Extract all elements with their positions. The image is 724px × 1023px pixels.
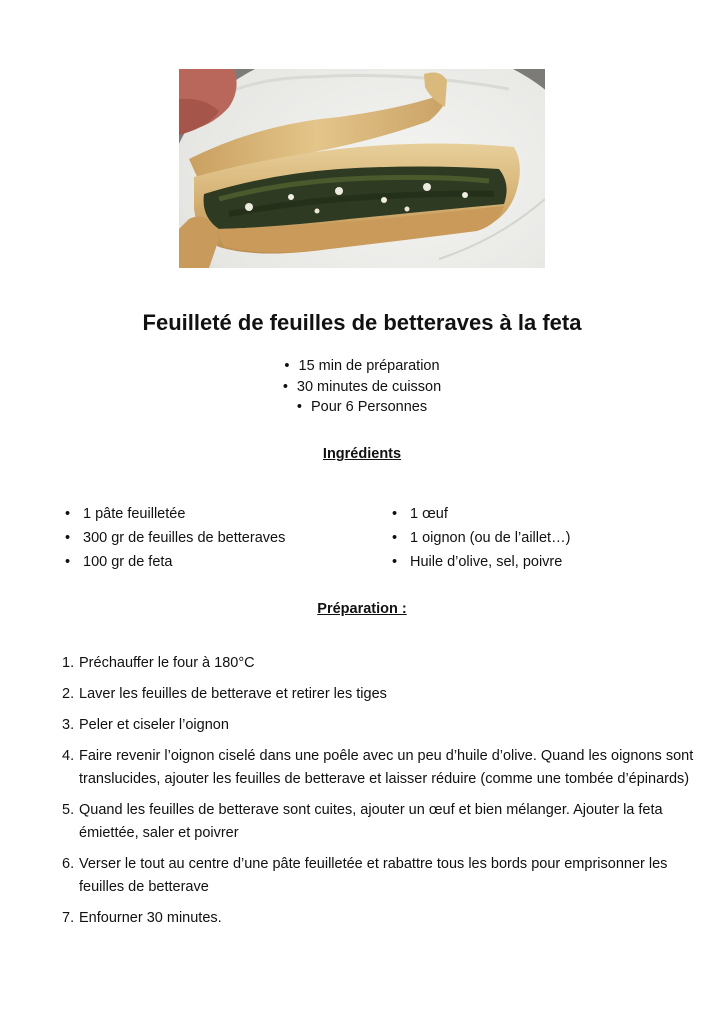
meta-servings: • Pour 6 Personnes bbox=[296, 399, 428, 415]
preparation-heading: Préparation : bbox=[317, 601, 407, 617]
ingredient-item: • 100 gr de feta bbox=[63, 550, 285, 574]
step-item: 1. Préchauffer le four à 180°C bbox=[62, 655, 255, 671]
recipe-meta-list bbox=[0, 356, 724, 418]
step-item: 6. Verser le tout au centre d’une pâte feuilletée et rabattre tous les bords pour emprisonner les feuilles de betterave bbox=[62, 856, 668, 895]
pastry-slice-image bbox=[179, 69, 545, 268]
step-item: 4. Faire revenir l’oignon ciselé dans une poêle avec un peu d’huile d’olive. Quand les oignons sont translucides, ajouter les feuilles de betterave et laisser réduire (comme une tombée d’épinards) bbox=[62, 748, 694, 787]
meta-prep-time: • 15 min de préparation bbox=[284, 358, 440, 374]
ingredient-item: • 1 oignon (ou de l’aillet…) bbox=[390, 526, 570, 550]
ingredient-item: • 300 gr de feuilles de betteraves bbox=[63, 526, 285, 550]
ingredients-list-right bbox=[390, 502, 570, 574]
recipe-photo bbox=[179, 69, 545, 268]
recipe-title: Feuilleté de feuilles de betteraves à la feta bbox=[142, 310, 582, 335]
ingredients-heading: Ingrédients bbox=[322, 446, 402, 462]
preparation-steps bbox=[62, 652, 702, 938]
ingredients-list-left bbox=[63, 502, 285, 574]
ingredient-item: • Huile d’olive, sel, poivre bbox=[390, 550, 570, 574]
ingredient-item: • 1 œuf bbox=[390, 502, 570, 526]
step-item: 2. Laver les feuilles de betterave et retirer les tiges bbox=[62, 686, 387, 702]
step-item: 5. Quand les feuilles de betterave sont cuites, ajouter un œuf et bien mélanger. Ajouter la feta émiettée, saler et poivrer bbox=[62, 802, 663, 841]
step-item: 7. Enfourner 30 minutes. bbox=[62, 910, 222, 926]
step-item: 3. Peler et ciseler l’oignon bbox=[62, 717, 229, 733]
meta-cook-time: • 30 minutes de cuisson bbox=[282, 378, 442, 395]
ingredient-item: • 1 pâte feuilletée bbox=[63, 502, 285, 526]
